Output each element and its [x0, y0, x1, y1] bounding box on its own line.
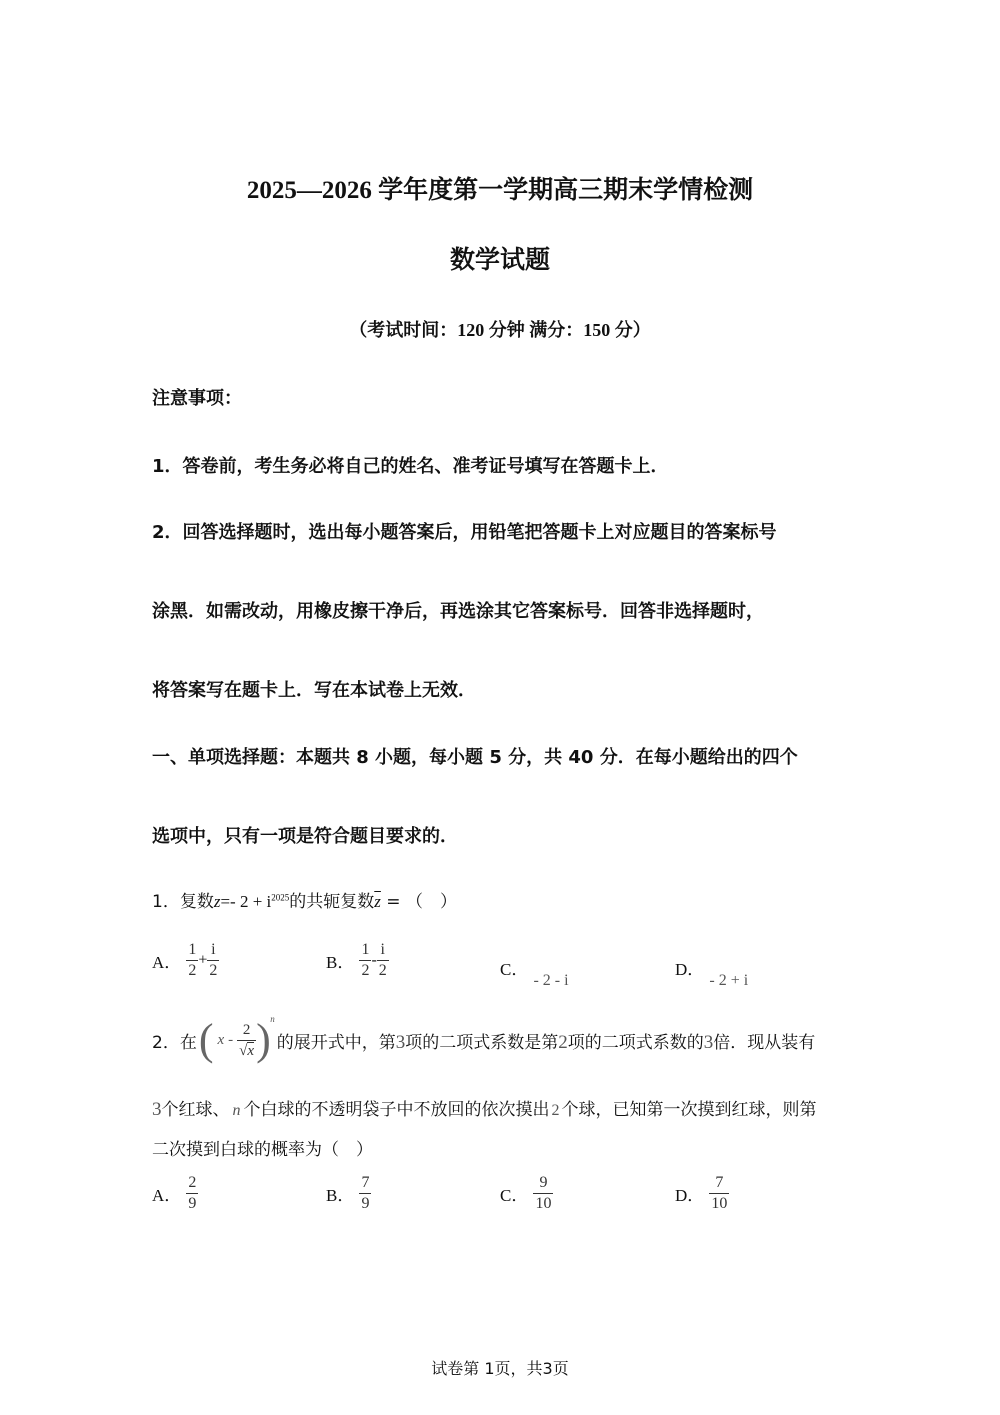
exam-subtitle: 数学试题	[449, 245, 550, 274]
section-1-heading-line-2: 选项中，只有一项是符合题目要求的．	[152, 826, 458, 847]
q2-n-exponent: n	[270, 1014, 275, 1024]
q2-option-c-label: C．	[500, 1186, 529, 1205]
question-2-stem-line-3: 二次摸到白球的概率为（ ）	[152, 1140, 373, 1160]
q1-option-b-frac-2: $\frac{i}{2}$	[378, 941, 387, 979]
q2-option-d-frac: $\frac{7}{10}$	[711, 1174, 728, 1212]
notice-item-1: 1．答卷前，考生务必将自己的姓名、准考证号填写在答题卡上．	[152, 456, 669, 477]
q2-option-a[interactable]	[152, 1173, 198, 1214]
q1-option-a-frac-1: $\frac{1}{2}$	[188, 941, 197, 979]
notice-item-2-line-2: 涂黑．如需改动，用橡皮擦干净后，再选涂其它答案标号．回答非选择题时，	[152, 601, 764, 622]
q2-option-d[interactable]	[675, 1173, 729, 1214]
q1-option-c[interactable]	[500, 955, 569, 989]
q2-option-a-label: A．	[152, 1186, 182, 1205]
question-2-prefix: 2．在	[152, 1032, 197, 1053]
question-1-prefix: 1．复数	[152, 892, 214, 912]
q1-zbar: $\overline{z}$	[374, 892, 381, 911]
q1-option-b[interactable]: B． $\frac{1}{2}$ - $\frac{i}{2}$	[326, 941, 387, 979]
q2-option-c[interactable]	[500, 1173, 553, 1214]
q2-option-b[interactable]	[326, 1173, 371, 1214]
notice-item-2-line-3: 将答案写在题卡上．写在本试卷上无效．	[152, 680, 476, 701]
q1-option-c-label: C．	[500, 960, 529, 979]
page-footer: 试卷第 1页，共3页	[431, 1359, 569, 1378]
q1-option-d-label: D．	[675, 960, 705, 979]
question-2-stem-line-1: 2．在 ( x - $\frac{2}{√x}$ ) n 的展开式中，第 3 项的二项式系数是第 2 项的二项式系数的 3 倍．现从装有	[152, 1014, 816, 1064]
q1-option-a-label: A．	[152, 953, 182, 972]
q2-option-a-frac: $\frac{2}{9}$	[188, 1174, 197, 1212]
q2-option-b-frac: $\frac{7}{9}$	[361, 1174, 370, 1212]
q1-option-d[interactable]	[675, 955, 749, 989]
exam-info: （考试时间：120 分钟 满分：150 分）	[349, 320, 651, 340]
question-1-stem	[152, 887, 457, 912]
q1-option-a[interactable]: A． $\frac{1}{2}$ + $\frac{i}{2}$	[152, 941, 218, 979]
q1-z: z	[213, 892, 221, 911]
notice-heading: 注意事项：	[152, 388, 242, 409]
q2-binomial-expression: ( x - $\frac{2}{√x}$ ) n	[198, 1014, 275, 1064]
q1-expr: =- 2 + i	[220, 892, 272, 911]
notice-item-2-line-1: 2．回答选择题时，选出每小题答案后，用铅笔把答题卡上对应题目的答案标号	[152, 522, 777, 543]
q2-option-c-frac: $\frac{9}{10}$	[535, 1174, 552, 1212]
q1-option-a-frac-2: $\frac{i}{2}$	[209, 941, 218, 979]
q1-suffix: = （ ）	[380, 892, 457, 912]
q1-option-b-frac-1: $\frac{1}{2}$	[361, 941, 370, 979]
q2-option-b-label: B．	[326, 1186, 355, 1205]
q1-option-b-label: B．	[326, 953, 355, 972]
section-1-heading-line-1: 一、单项选择题：本题共 8 小题，每小题 5 分，共 40 分．在每小题给出的四个	[152, 747, 798, 768]
exam-title: 2025—2026 学年度第一学期高三期末学情检测	[246, 177, 754, 204]
q1-exponent: 2025	[271, 892, 290, 903]
q1-option-d-value: - 2 + i	[709, 972, 749, 989]
q2-option-d-label: D．	[675, 1186, 705, 1205]
q1-option-c-value: - 2 - i	[533, 972, 569, 989]
question-2-stem-line-2: 3个红球、 n 个白球的不透明袋子中不放回的依次摸出 2 个球，已知第一次摸到红球，则第	[152, 1099, 817, 1120]
q1-mid: 的共轭复数	[289, 892, 375, 912]
